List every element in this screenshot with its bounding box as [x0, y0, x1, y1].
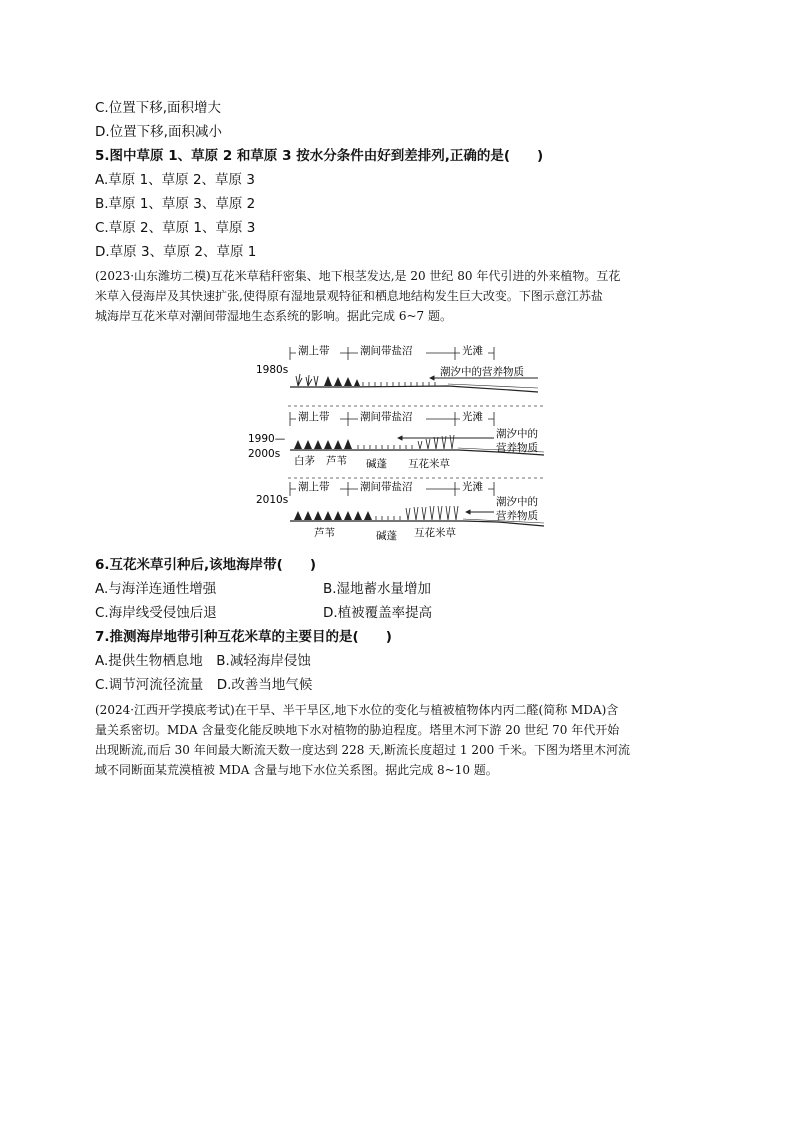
q5-option-d: D.草原 3、草原 2、草原 1 — [95, 244, 257, 260]
panel-1990-2000s — [248, 410, 544, 470]
plant-label: 碱蓬 — [376, 530, 397, 542]
source-2-line: 量关系密切。MDA 含量变化能反映地下水对植物的胁迫程度。塔里木河下游 20 世纪 70 年代开始 — [95, 723, 620, 737]
q5-option-c: C.草原 2、草原 1、草原 3 — [95, 220, 256, 236]
zone-label-supratidal: 潮上带 — [298, 411, 330, 423]
zone-label-mudflat: 光滩 — [462, 411, 483, 423]
q6-option-a: A.与海洋连通性增强 — [95, 581, 217, 597]
wetland-figure — [248, 340, 558, 545]
source-1-line: (2023·山东潍坊二模)互花米草秸秆密集、地下根茎发达,是 20 世纪 80 年代引进的外来植物。互花 — [95, 269, 621, 283]
source-2-line: 域不同断面某荒漠植被 MDA 含量与地下水位关系图。据此完成 8~10 题。 — [95, 763, 498, 777]
period-label: 2010s — [256, 494, 289, 506]
nutrient-label: 潮汐中的营养物质 — [440, 366, 524, 378]
period-label: 1990— — [248, 433, 286, 445]
plant-label: 碱蓬 — [366, 458, 387, 470]
source-2-line: (2024·江西开学摸底考试)在干旱、半干旱区,地下水位的变化与植被植物体内丙二醛(简称 MDA)含 — [95, 703, 619, 717]
q4-option-d: D.位置下移,面积减小 — [95, 124, 222, 140]
question-6: 6.互花米草引种后,该地海岸带( ) — [95, 557, 316, 573]
plant-label: 白茅 — [294, 455, 315, 467]
source-passage-1 — [95, 266, 707, 326]
zone-label-intertidal: 潮间带盐沼 — [360, 481, 413, 493]
zone-label-intertidal: 潮间带盐沼 — [360, 411, 413, 423]
plant-label: 互花米草 — [414, 527, 456, 539]
q5-option-b: B.草原 1、草原 3、草原 2 — [95, 196, 256, 212]
plant-label: 互花米草 — [408, 458, 450, 470]
nutrient-label: 营养物质 — [496, 442, 538, 454]
question-7: 7.推测海岸地带引种互花米草的主要目的是( ) — [95, 629, 392, 645]
q6-option-d: D.植被覆盖率提高 — [323, 605, 433, 621]
zone-label-supratidal: 潮上带 — [298, 345, 330, 357]
panel-1980s — [256, 344, 538, 392]
plant-label: 芦苇 — [326, 455, 347, 467]
source-1-line: 米草入侵海岸及其快速扩张,使得原有湿地景观特征和栖息地结构发生巨大改变。下图示意江苏盐 — [95, 289, 603, 303]
zone-label-mudflat: 光滩 — [462, 481, 483, 493]
zone-label-mudflat: 光滩 — [462, 345, 483, 357]
period-label: 2000s — [248, 448, 281, 460]
zone-label-supratidal: 潮上带 — [298, 481, 330, 493]
zone-label-intertidal: 潮间带盐沼 — [360, 345, 413, 357]
question-5: 5.图中草原 1、草原 2 和草原 3 按水分条件由好到差排列,正确的是( ) — [95, 148, 544, 164]
panel-2010s — [256, 480, 544, 542]
q6-option-c: C.海岸线受侵蚀后退 — [95, 605, 217, 621]
q5-option-a: A.草原 1、草原 2、草原 3 — [95, 172, 255, 188]
nutrient-label: 营养物质 — [496, 510, 538, 522]
nutrient-label: 潮汐中的 — [496, 428, 538, 440]
nutrient-label: 潮汐中的 — [496, 496, 538, 508]
source-passage-2 — [95, 700, 707, 780]
q7-options-cd: C.调节河流径流量 D.改善当地气候 — [95, 677, 313, 693]
q7-options-ab: A.提供生物栖息地 B.减轻海岸侵蚀 — [95, 653, 311, 669]
source-2-line: 出现断流,而后 30 年间最大断流天数一度达到 228 天,断流长度超过 1 200 千米。下图为塔里木河流 — [95, 743, 631, 757]
q4-option-c: C.位置下移,面积增大 — [95, 100, 222, 116]
source-1-line: 城海岸互花米草对潮间带湿地生态系统的影响。据此完成 6~7 题。 — [95, 309, 452, 323]
period-label: 1980s — [256, 364, 289, 376]
plant-label: 芦苇 — [314, 527, 335, 539]
q6-option-b: B.湿地蓄水量增加 — [323, 581, 432, 597]
